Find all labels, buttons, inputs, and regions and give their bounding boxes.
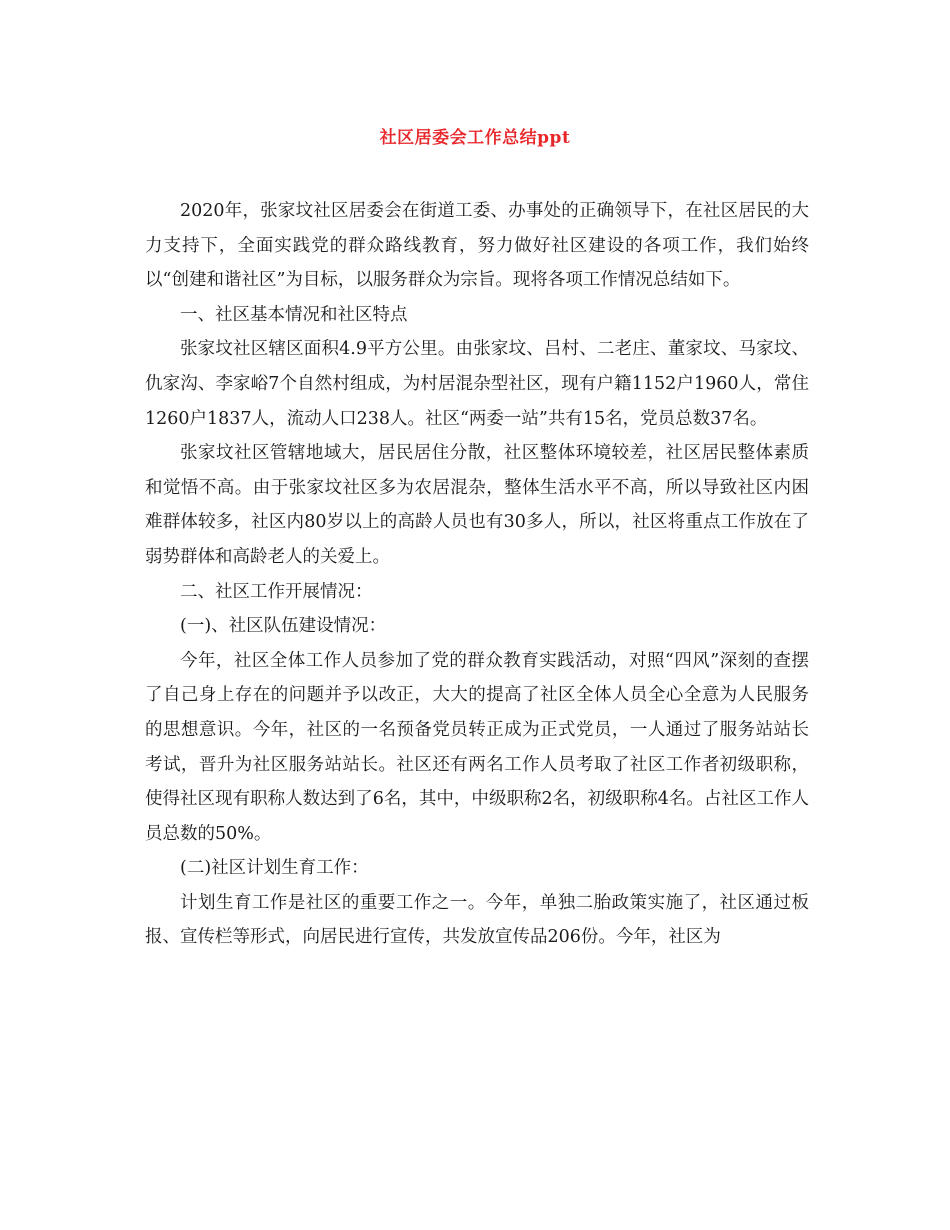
subsection-heading-1: (一)、社区队伍建设情况： [180,616,387,637]
paragraph-features: 张家坟社区管辖地域大，居民居住分散，社区整体环境较差，社区居民整体素质和觉悟不高。由于张家坟社区多为农居混杂，整体生活水平不高，所以导致社区内困难群体较多，社区内80岁以上的高龄人员也有30多人，所以，社区将重点工作放在了弱势群体和高龄老人的关爱上。 [145,443,809,567]
paragraph-family-planning: 计划生育工作是社区的重要工作之一。今年，单独二胎政策实施了，社区通过板报、宣传栏等形式，向居民进行宣传，共发放宣传品206份。今年，社区为 [145,892,809,948]
document-title: 社区居委会工作总结ppt [379,128,571,148]
paragraph-intro: 2020年，张家坟社区居委会在街道工委、办事处的正确领导下，在社区居民的大力支持下，全面实践党的群众路线教育，努力做好社区建设的各项工作，我们始终以“创建和谐社区”为目标，以服务群众为宗旨。现将各项工作情况总结如下。 [145,201,809,291]
paragraph-team-building: 今年，社区全体工作人员参加了党的群众教育实践活动，对照“四风”深刻的查摆了自己身上存在的问题并予以改正，大大的提高了社区全体人员全心全意为人民服务的思想意识。今年，社区的一名预备党员转正成为正式党员，一人通过了服务站站长考试，晋升为社区服务站站长。社区还有两名工作人员考取了社区工作者初级职称，使得社区现有职称人数达到了6名，其中，中级职称2名，初级职称4名。占社区工作人员总数的50%。 [145,650,809,844]
subsection-heading-2: (二)社区计划生育工作： [180,858,369,879]
section-heading-2: 二、社区工作开展情况： [180,581,373,602]
section-heading-1: 一、社区基本情况和社区特点 [180,304,408,325]
paragraph-basic-info: 张家坟社区辖区面积4.9平方公里。由张家坟、吕村、二老庄、董家坟、马家坟、仇家沟、李家峪7个自然村组成，为村居混杂型社区，现有户籍1152户1960人，常住1260户1837人，流动人口238人。社区“两委一站”共有15名，党员总数37名。 [145,339,809,429]
document-body [145,194,809,955]
